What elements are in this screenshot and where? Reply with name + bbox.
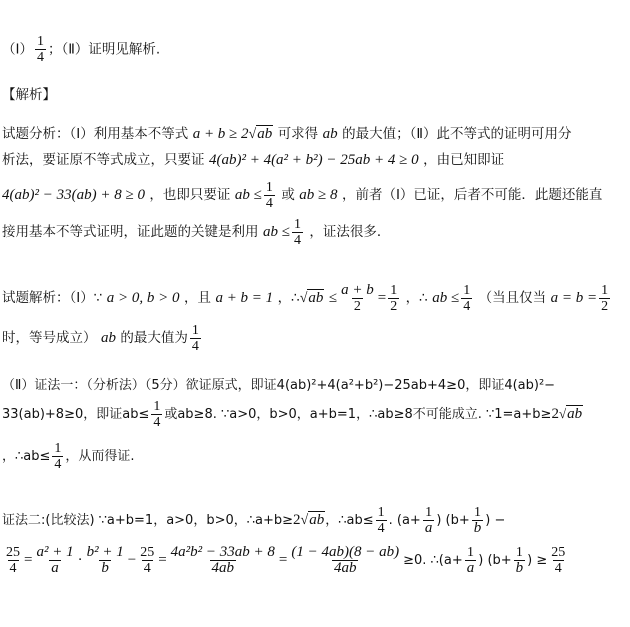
fraction-numerator: 25	[551, 544, 566, 560]
analysis-text: 或	[281, 187, 295, 203]
fraction	[138, 545, 156, 576]
fraction-numerator: 1	[377, 504, 385, 520]
sqrt-symbol: √ab	[299, 290, 324, 306]
solution-line-2	[2, 320, 203, 356]
fraction-denominator: 4	[463, 298, 471, 314]
fraction-denominator: 4	[36, 50, 44, 65]
fraction	[289, 545, 401, 576]
fraction	[339, 283, 376, 314]
fraction	[465, 545, 477, 576]
math-number: 2	[551, 406, 559, 422]
fraction	[376, 505, 387, 536]
analysis-text: ，证法很多．	[309, 224, 391, 240]
fraction	[472, 505, 484, 536]
fraction-numerator: 25	[140, 544, 155, 560]
proof2-line-2	[2, 540, 569, 581]
fraction-denominator: a	[51, 559, 59, 576]
answer-fraction	[35, 34, 46, 65]
fraction-numerator: 1	[467, 544, 474, 560]
proof2-line-1	[2, 502, 505, 539]
fraction-denominator: 4ab	[211, 559, 235, 576]
fraction	[423, 505, 435, 536]
proof-text: 证法二:(比较法) ∵a+b=1，a>0，b>0，∴a+b≥	[2, 513, 294, 528]
fraction-numerator: a + b	[341, 281, 374, 298]
analysis-text: 可求得	[277, 126, 319, 142]
fraction-numerator: 1	[293, 216, 301, 232]
fraction-numerator: 1	[390, 282, 398, 298]
fraction	[34, 545, 75, 576]
proof-text: ，∴ab≤	[2, 449, 51, 464]
analysis-line-1	[2, 126, 572, 143]
proof-text: 33(ab)+8≥0，即证ab≤	[2, 407, 150, 422]
analysis-line-3	[2, 178, 602, 212]
solution-text: ，∴	[405, 290, 428, 306]
fraction-numerator: 1	[463, 282, 471, 298]
fraction-denominator: 4	[377, 520, 385, 536]
proof1-line-2	[2, 396, 583, 433]
fraction-numerator: 1	[36, 34, 44, 49]
math-expression: a + b ≥ 2	[192, 126, 249, 142]
fraction-denominator: b	[101, 559, 109, 576]
radicand: ab	[257, 126, 273, 142]
math-expression: a = b =	[550, 290, 598, 306]
proof1-line-3	[2, 438, 135, 475]
math-expression: ab ≥ 8	[299, 187, 338, 203]
sqrt-symbol: √ab	[248, 126, 273, 142]
math-expression: a + b = 1	[215, 290, 274, 306]
fraction-denominator: b	[473, 519, 482, 536]
fraction	[190, 323, 201, 354]
math-operator: =	[24, 552, 33, 568]
math-expression: 4(ab)² + 4(a² + b²) − 25ab + 4 ≥ 0	[208, 152, 419, 168]
fraction-numerator: a² + 1	[36, 543, 74, 560]
radicand: ab	[567, 406, 583, 422]
analysis-text: 接用基本不等式证明，证此题的关键是利用	[2, 224, 259, 240]
solution-text: ，∴	[277, 290, 300, 306]
fraction-denominator: 4	[153, 415, 161, 430]
fraction-numerator: b² + 1	[86, 543, 124, 560]
fraction	[151, 399, 162, 430]
fraction-denominator: a	[424, 519, 433, 536]
proof-text: ≥0. ∴(a+	[403, 553, 463, 568]
math-expression: a > 0, b > 0	[106, 290, 180, 306]
analysis-text: ，前者（Ⅰ）已证，后者不可能．此题还能直	[341, 187, 603, 203]
fraction-denominator: 2	[353, 298, 361, 314]
fraction	[388, 283, 399, 314]
fraction-numerator: 1	[54, 440, 62, 456]
solution-text: 时，等号成立）	[2, 330, 97, 346]
fraction-numerator: 1	[473, 504, 481, 520]
math-operator: −	[127, 552, 137, 568]
fraction	[514, 545, 526, 576]
fraction-denominator: 2	[601, 298, 609, 314]
solution-text: （当且仅当	[478, 290, 547, 306]
solution-line-1	[2, 280, 612, 317]
proof-text: 或ab≥8. ∵a>0，b>0，a+b=1，∴ab≥8不可能成立. ∵1=a+b≥	[164, 407, 552, 422]
proof-text: ，从而得证.	[65, 449, 135, 464]
fraction-numerator: (1 − 4ab)(8 − ab)	[291, 543, 400, 560]
analysis-text: 的最大值；（Ⅱ）此不等式的证明可用分	[342, 126, 572, 142]
fraction	[169, 545, 277, 576]
solution-text: 的最大值为	[120, 330, 188, 346]
answer-line	[2, 34, 160, 65]
math-operator: =	[377, 290, 387, 306]
math-operator: ≤	[328, 290, 338, 306]
math-expression: ab ≤	[234, 187, 262, 203]
fraction-numerator: 1	[601, 282, 609, 298]
fraction-numerator: 1	[265, 179, 273, 195]
radicand: ab	[308, 290, 324, 306]
math-expression: ab	[100, 330, 116, 346]
fraction-denominator: 4	[554, 560, 562, 576]
fraction	[264, 180, 275, 211]
proof-text: ) ≥	[527, 553, 548, 568]
fraction-denominator: 4	[143, 560, 151, 576]
math-operator: =	[158, 552, 167, 568]
proof1-line-1: （Ⅱ）证法一：（分析法）（5分）欲证原式，即证4(ab)²+4(a²+b²)−25ab+4≥0，即证4(ab)²−	[2, 378, 556, 393]
analysis-line-2	[2, 152, 504, 168]
math-expression: ab ≤	[432, 290, 460, 306]
analysis-text: ，由已知即证	[423, 152, 505, 168]
sqrt-symbol: √ab	[558, 406, 583, 422]
fraction-numerator: 1	[191, 322, 199, 338]
math-expression: ab ≤	[262, 224, 290, 240]
fraction	[52, 441, 63, 472]
fraction	[549, 545, 567, 576]
fraction-denominator: 4ab	[333, 559, 357, 576]
fraction-denominator: b	[515, 559, 524, 576]
solution-text: 试题解析：（Ⅰ）∵	[2, 290, 103, 306]
proof-text: ) −	[485, 513, 506, 528]
fraction-denominator: 4	[293, 232, 301, 248]
proof-text: ) (b+	[478, 553, 512, 568]
jiexi-heading: 【解析】	[2, 87, 56, 103]
math-operator: =	[278, 552, 288, 568]
proof-text: ) (b+	[436, 513, 470, 528]
fraction-denominator: 4	[54, 456, 62, 472]
answer-sep: ；（Ⅱ）	[47, 41, 89, 58]
radicand: ab	[309, 512, 325, 528]
answer-tail: 证明见解析.	[88, 41, 161, 58]
fraction-denominator: 4	[191, 338, 199, 354]
proof-text: ，∴ab≤	[325, 513, 374, 528]
sqrt-symbol: √ab	[300, 512, 325, 528]
fraction-numerator: 1	[153, 399, 161, 414]
fraction	[292, 217, 303, 248]
fraction-numerator: 1	[425, 504, 433, 520]
analysis-line-4	[2, 215, 390, 249]
math-expression: ab	[322, 126, 338, 142]
analysis-text: 试题分析：（Ⅰ）利用基本不等式	[2, 126, 189, 142]
math-expression: 4(ab)² − 33(ab) + 8 ≥ 0	[2, 187, 145, 203]
answer-part1: （Ⅰ）	[2, 41, 33, 58]
math-number: 2	[293, 512, 301, 528]
fraction-denominator: 2	[390, 298, 398, 314]
fraction-numerator: 25	[6, 544, 20, 560]
proof-text: . (a+	[388, 513, 421, 528]
fraction	[85, 545, 126, 576]
math-operator: ·	[77, 552, 83, 568]
fraction-denominator: 4	[9, 560, 17, 576]
fraction	[461, 283, 472, 314]
fraction-denominator: 4	[265, 195, 273, 211]
fraction-numerator: 1	[515, 544, 523, 560]
solution-text: ，且	[183, 290, 211, 306]
analysis-text: 析法，要证原不等式成立，只要证	[2, 152, 205, 168]
fraction	[599, 283, 610, 314]
analysis-text: ，也即只要证	[149, 187, 231, 203]
fraction-denominator: a	[466, 559, 475, 576]
fraction	[4, 545, 22, 576]
fraction-numerator: 4a²b² − 33ab + 8	[170, 543, 275, 560]
